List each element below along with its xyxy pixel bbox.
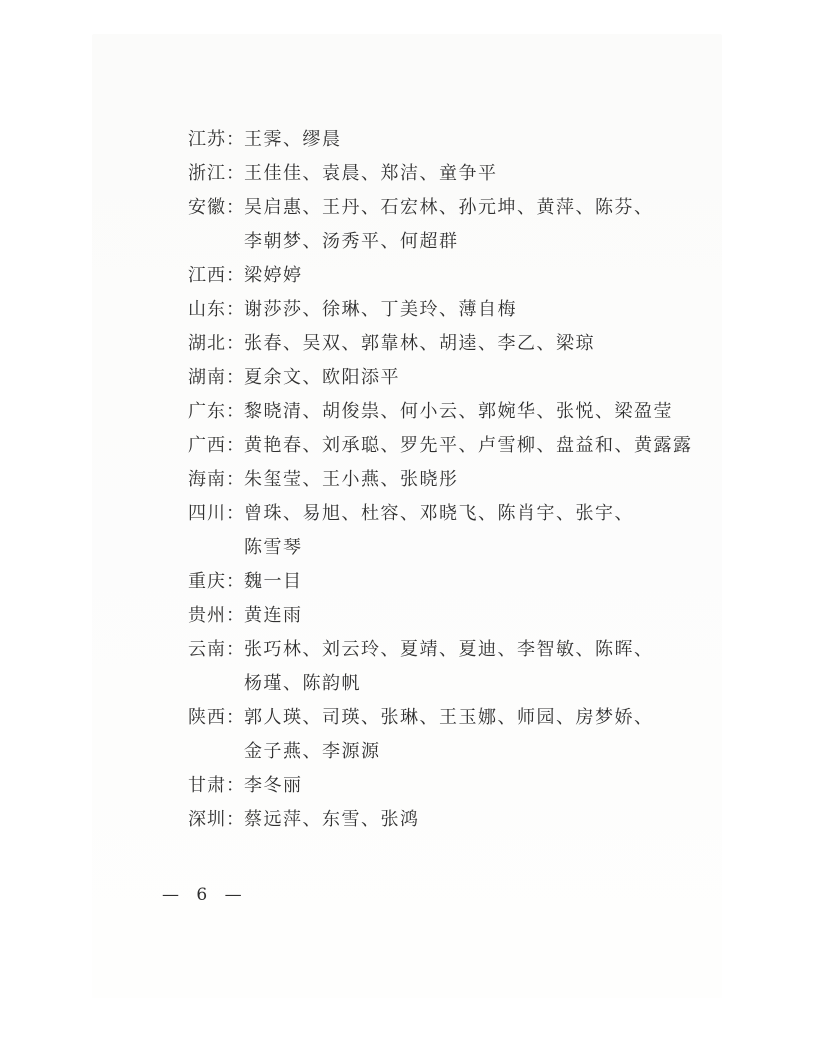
province-label: 山东： — [188, 299, 245, 320]
list-item — [188, 809, 658, 831]
province-label: 陕西： — [188, 707, 245, 728]
names-line: 黄连雨 — [244, 605, 303, 626]
list-item — [188, 503, 658, 559]
province-label: 深圳： — [188, 809, 245, 830]
list-item — [188, 197, 658, 253]
name-group — [244, 469, 658, 491]
names-line: 王佳佳、袁晨、郑洁、童争平 — [244, 163, 498, 184]
name-group — [244, 503, 658, 559]
names-line: 夏余文、欧阳添平 — [244, 367, 400, 388]
name-group — [244, 401, 673, 423]
names-line: 陈雪琴 — [244, 537, 303, 558]
name-group — [244, 435, 693, 457]
province-label: 广东： — [188, 401, 245, 422]
list-item — [188, 775, 658, 797]
name-group — [244, 809, 658, 831]
province-label: 湖南： — [188, 367, 245, 388]
name-group — [244, 265, 658, 287]
names-line: 梁婷婷 — [244, 265, 303, 286]
name-group — [244, 129, 658, 151]
names-line: 蔡远萍、东雪、张鸿 — [244, 809, 420, 830]
list-item — [188, 333, 658, 355]
province-label: 江苏： — [188, 129, 245, 150]
province-label: 贵州： — [188, 605, 245, 626]
name-group — [244, 707, 658, 763]
list-item — [188, 163, 658, 185]
names-line: 王霁、缪晨 — [244, 129, 342, 150]
names-line: 谢莎莎、徐琳、丁美玲、薄自梅 — [244, 299, 517, 320]
name-group — [244, 605, 658, 627]
name-group — [244, 775, 658, 797]
names-line: 郭人瑛、司瑛、张琳、王玉娜、师园、房梦娇、 — [244, 707, 654, 728]
names-line: 魏一目 — [244, 571, 303, 592]
names-line: 杨瑾、陈韵帆 — [244, 673, 361, 694]
province-label: 广西： — [188, 435, 245, 456]
province-label: 甘肃： — [188, 775, 245, 796]
province-label: 江西： — [188, 265, 245, 286]
list-item — [188, 401, 673, 423]
name-group — [244, 197, 658, 253]
list-item — [188, 469, 658, 491]
province-label: 四川： — [188, 503, 245, 524]
province-label: 湖北： — [188, 333, 245, 354]
province-label: 重庆： — [188, 571, 245, 592]
list-item — [188, 639, 658, 695]
names-line: 李朝梦、汤秀平、何超群 — [244, 231, 459, 252]
names-line: 张巧林、刘云玲、夏靖、夏迪、李智敏、陈晖、 — [244, 639, 654, 660]
names-line: 李冬丽 — [244, 775, 303, 796]
list-item — [188, 367, 658, 389]
province-label: 安徽： — [188, 197, 245, 218]
list-item — [188, 605, 658, 627]
name-group — [244, 367, 658, 389]
names-line: 张春、吴双、郭靠林、胡逵、李乙、梁琼 — [244, 333, 595, 354]
name-group — [244, 299, 658, 321]
names-line: 吴启惠、王丹、石宏林、孙元坤、黄萍、陈芬、 — [244, 197, 654, 218]
name-group — [244, 163, 658, 185]
name-group — [244, 333, 658, 355]
list-item — [188, 571, 658, 593]
name-list — [188, 129, 693, 843]
page-number: — 6 — — [162, 885, 248, 905]
names-line: 朱玺莹、王小燕、张晓彤 — [244, 469, 459, 490]
list-item — [188, 129, 658, 151]
names-line: 金子燕、李源源 — [244, 741, 381, 762]
list-item — [188, 707, 658, 763]
list-item — [188, 265, 658, 287]
names-line: 曾珠、易旭、杜容、邓晓飞、陈肖宇、张宇、 — [244, 503, 634, 524]
list-item — [188, 299, 658, 321]
names-line: 黄艳春、刘承聪、罗先平、卢雪柳、盘益和、黄露露 — [244, 435, 693, 456]
province-label: 云南： — [188, 639, 245, 660]
names-line: 黎晓清、胡俊祟、何小云、郭婉华、张悦、梁盈莹 — [244, 401, 673, 422]
name-group — [244, 571, 658, 593]
name-group — [244, 639, 658, 695]
list-item — [188, 435, 693, 457]
province-label: 海南： — [188, 469, 245, 490]
province-label: 浙江： — [188, 163, 245, 184]
